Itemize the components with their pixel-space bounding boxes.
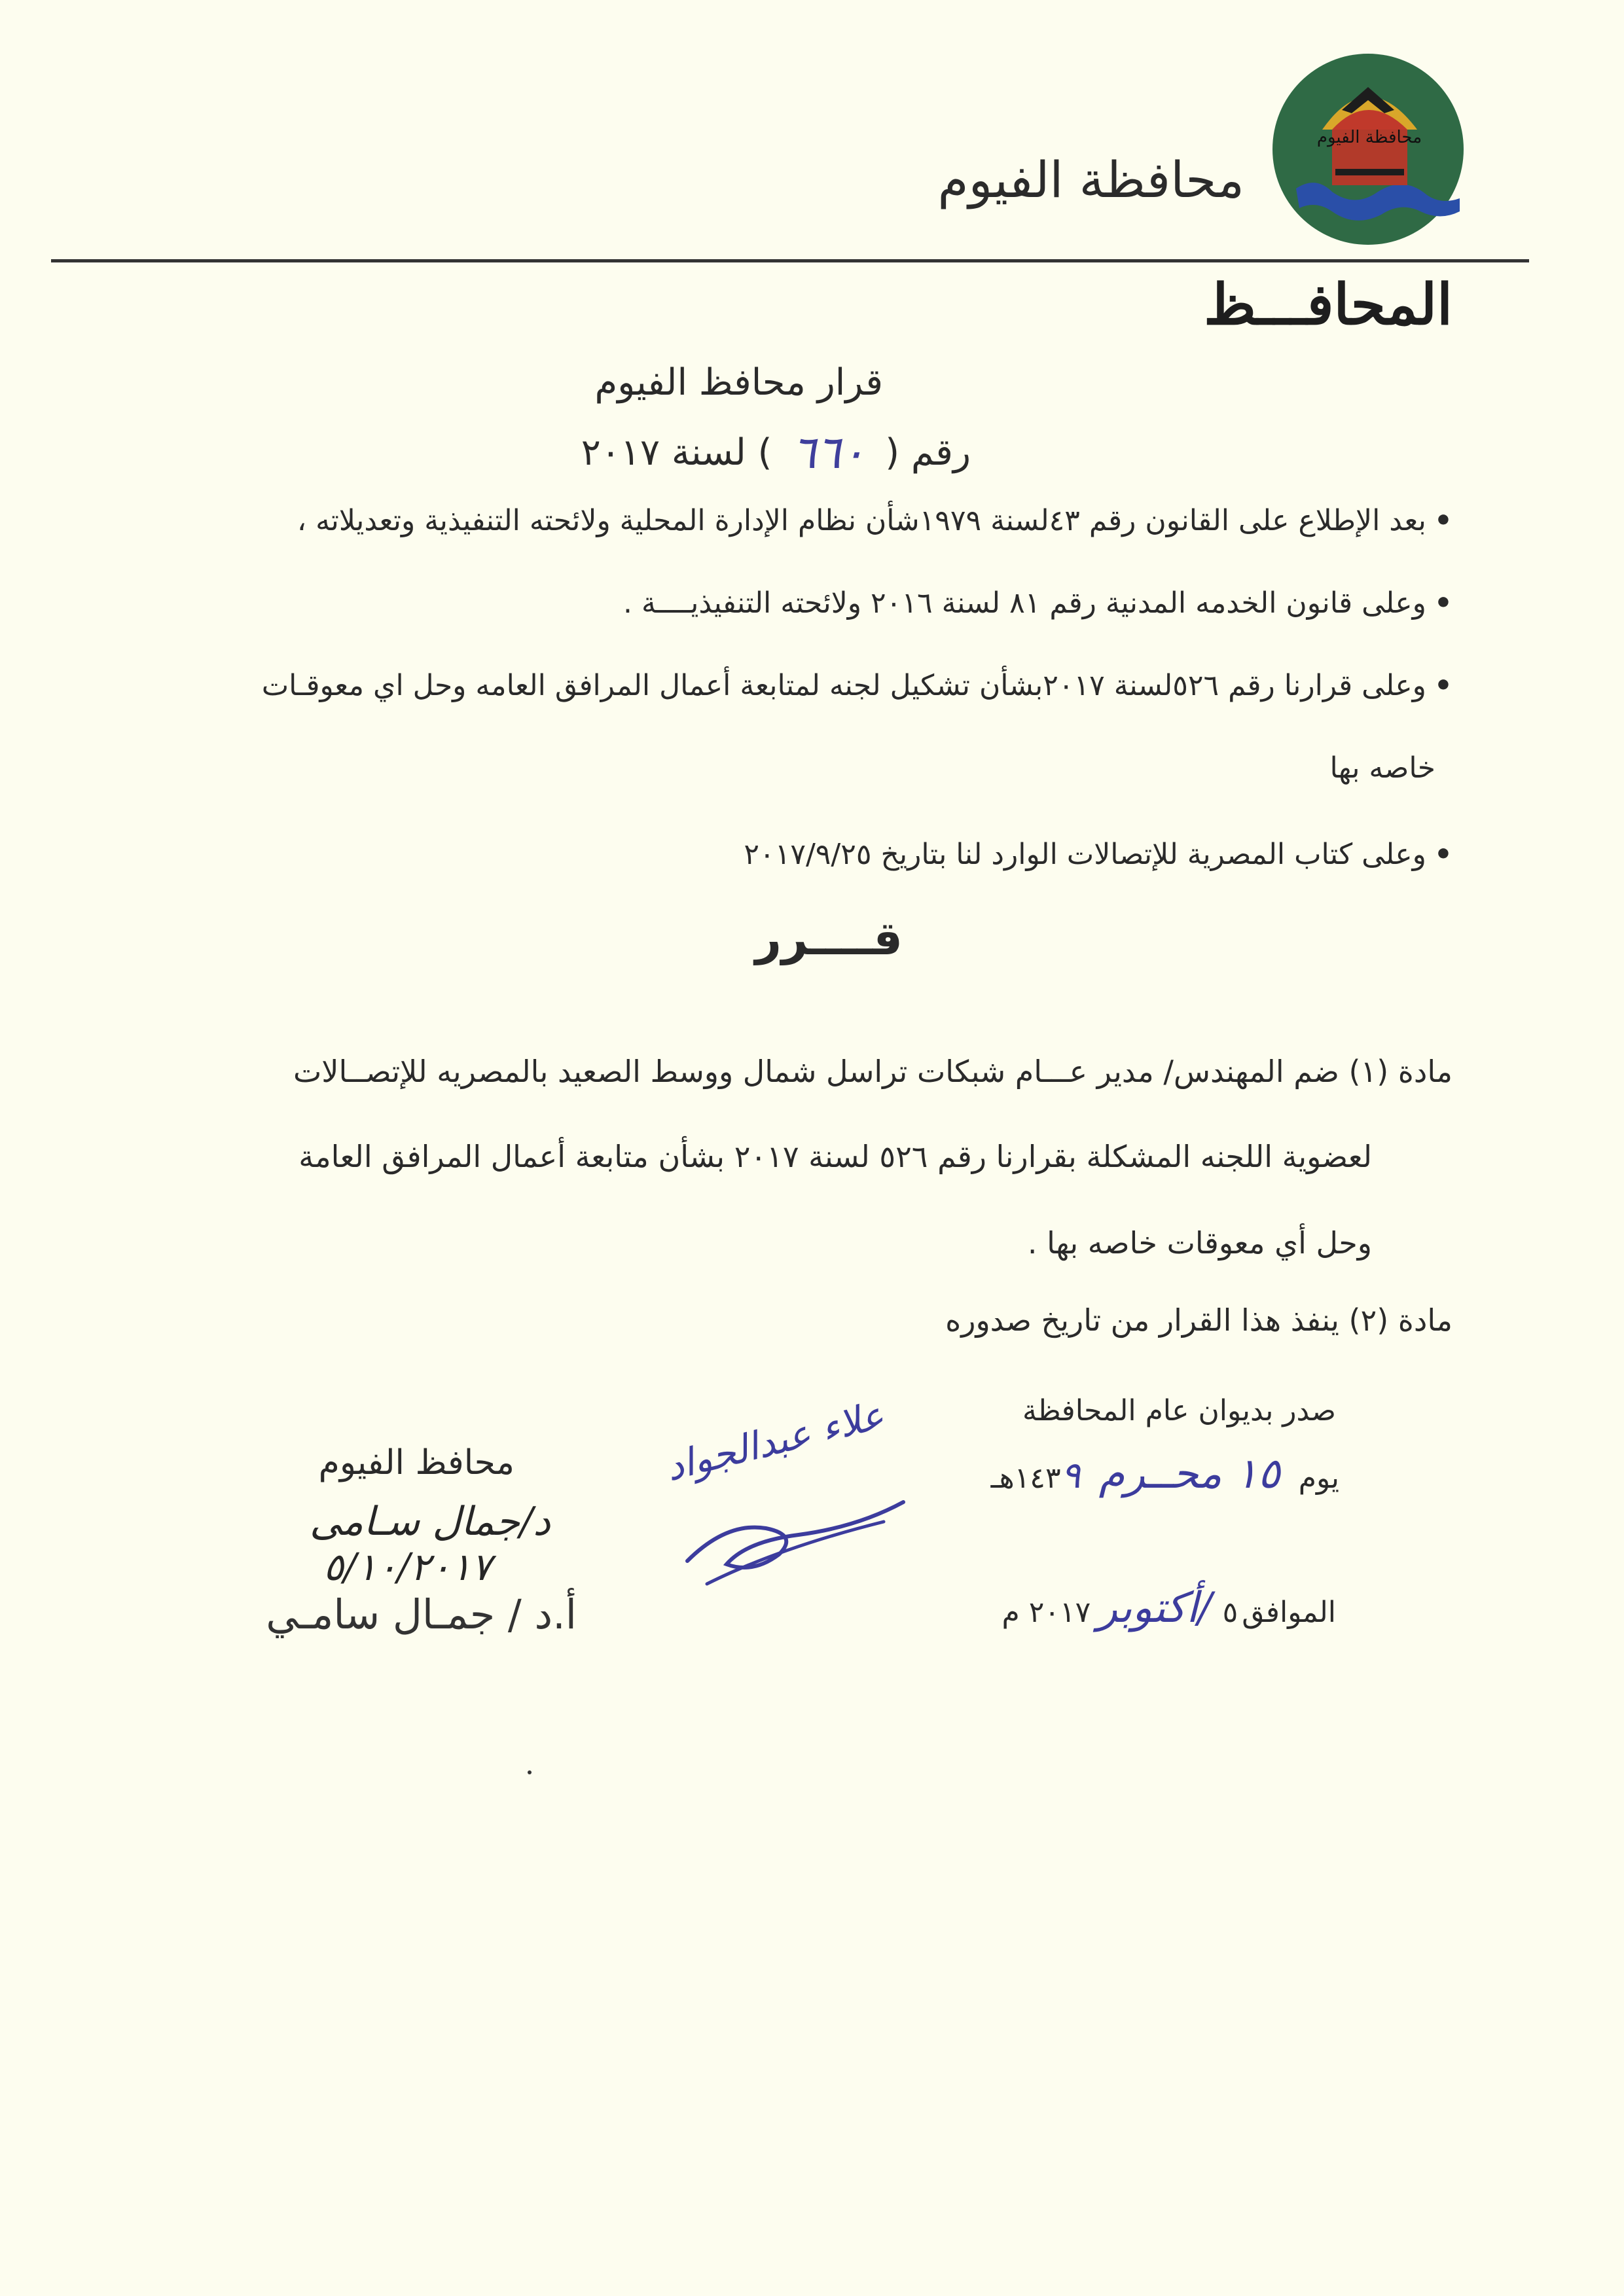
article-2: مادة (٢) ينفذ هذا القرار من تاريخ صدوره xyxy=(945,1302,1453,1338)
office-title: المحافـــظ xyxy=(1204,272,1453,338)
governor-title: محافظ الفيوم xyxy=(318,1443,514,1482)
decision-number-line xyxy=(581,425,971,479)
number-label: رقم ( xyxy=(885,431,971,474)
issued-at: صدر بديوان عام المحافظة xyxy=(1022,1394,1336,1427)
hijri-day-month-handwritten: ١٥ محــرم xyxy=(1098,1450,1280,1498)
bullet-icon: • xyxy=(1434,504,1453,537)
article-1-line-2: لعضوية اللجنه المشكلة بقرارنا رقم ٥٢٦ لسنة ٢٠١٧ بشأن متابعة أعمال المرافق العامة xyxy=(298,1139,1372,1174)
preamble-text: وعلى كتاب المصرية للإتصالات الوارد لنا بتاريخ ٢٠١٧/٩/٢٥ xyxy=(744,838,1426,871)
governor-name: أ.د / جمـال سامـي xyxy=(266,1590,577,1638)
bullet-icon: • xyxy=(1434,838,1453,871)
governorate-title: محافظة الفيوم xyxy=(937,151,1244,209)
governorate-seal-logo xyxy=(1270,51,1466,247)
seal-lettering: محافظة الفيوم xyxy=(1316,128,1422,147)
day-label: يوم xyxy=(1298,1462,1339,1495)
preamble-item xyxy=(744,838,1453,871)
governor-signature-handwritten: د/جمال سـامى xyxy=(310,1499,550,1545)
article-1-line-3: وحل أي معوقات خاصه بها . xyxy=(1027,1225,1372,1261)
governor-signature-date: ٥/١٠/٢٠١٧ xyxy=(323,1545,492,1589)
preamble-text: وعلى قانون الخدمه المدنية رقم ٨١ لسنة ٢٠١٦ ولائحته التنفيذيــــة . xyxy=(623,586,1426,620)
header-divider xyxy=(51,259,1529,262)
gregorian-day: ٥ xyxy=(1222,1596,1238,1629)
second-signer-handwritten: علاء عبدالجواد xyxy=(661,1392,888,1490)
preamble-item xyxy=(297,504,1453,537)
gregorian-month-handwritten: /أكتوبر xyxy=(1097,1584,1212,1632)
hijri-date-line xyxy=(991,1450,1339,1498)
decision-number-handwritten: ٦٦٠ xyxy=(791,425,866,479)
preamble-text: وعلى قرارنا رقم ٥٢٦لسنة ٢٠١٧بشأن تشكيل لجنه لمتابعة أعمال المرافق العامه وحل اي معوقـات xyxy=(261,669,1426,702)
signature-scribble xyxy=(648,1450,923,1600)
decided-heading: قــــرر xyxy=(755,912,903,965)
preamble-continuation: خاصه بها xyxy=(1329,751,1435,785)
decision-title: قرار محافظ الفيوم xyxy=(594,361,883,404)
preamble-text: بعد الإطلاع على القانون رقم ٤٣لسنة ١٩٧٩شأن نظام الإدارة المحلية ولائحته التنفيذية وتعديلاته ، xyxy=(297,504,1426,537)
hijri-year: ١٤٣هـ xyxy=(990,1462,1061,1495)
hijri-year-correction-handwritten: ٩ xyxy=(1060,1454,1081,1497)
stray-mark xyxy=(528,1770,532,1774)
article-1-line-1: مادة (١) ضم المهندس/ مدير عـــام شبكات تراسل شمال ووسط الصعيد بالمصريه للإتصــالات xyxy=(293,1054,1453,1089)
bullet-icon: • xyxy=(1434,669,1453,702)
preamble-item xyxy=(623,586,1453,620)
gregorian-date-line xyxy=(1002,1584,1336,1632)
number-year: ) لسنة ٢٠١٧ xyxy=(581,431,772,474)
corresponding-label: الموافق xyxy=(1242,1596,1336,1629)
preamble-item xyxy=(262,669,1453,702)
bullet-icon: • xyxy=(1434,586,1453,620)
gregorian-year: ٢٠١٧ م xyxy=(1001,1596,1091,1629)
